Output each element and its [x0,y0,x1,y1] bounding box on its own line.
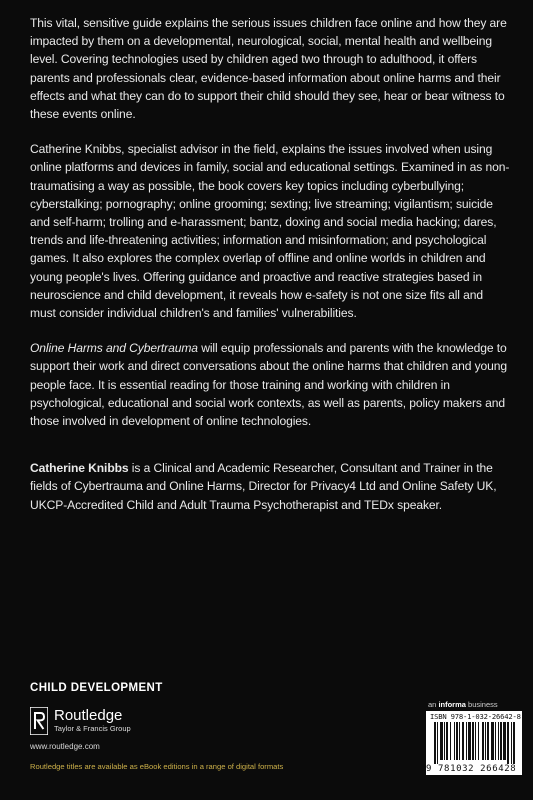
author-bio-text: is a Clinical and Academic Researcher, Consultant and Trainer in the fields of Cybertrauma and Online Harms, Director for Privacy4 Ltd and Online Safety UK, UKCP-Accredited Child and Adult Trauma Psychotherapist and TEDx speaker. [30,461,497,512]
barcode-bar [503,722,506,760]
isbn-text: ISBN 978-1-032-26642-8 [430,712,521,721]
barcode-bar [475,722,476,760]
barcode-bar [444,722,445,760]
barcode-bar [498,722,499,760]
barcode-bar [511,722,512,764]
publisher-url: www.routledge.com [30,742,100,751]
barcode-bar [495,722,496,760]
subject-category: CHILD DEVELOPMENT [30,682,163,694]
barcode-bar [434,722,436,764]
barcode-bar [459,722,460,760]
blurb-paragraph-3-text: will equip professionals and parents with the knowledge to support their work and direct conversations about the online harms that children and young people face. It is essential reading for those training and working with children in psychological, educational and social work contexts, as well as parents, policy makers and those involved in development of online technologies. [30,341,508,429]
publisher-name: Routledge [54,707,123,724]
barcode-bar [487,722,489,760]
barcode-bar [478,722,479,760]
blurb-paragraph-3 [30,339,510,430]
informa-brand: informa [438,700,466,709]
barcode-bar [468,722,471,760]
barcode-bar [450,722,451,760]
ean-digits: 9 781032 266428 [426,764,517,774]
author-name: Catherine Knibbs [30,461,129,476]
barcode-bar [466,722,467,760]
blurb-paragraph-2: Catherine Knibbs, specialist advisor in the field, explains the issues involved when using online platforms and devices in family, social and educational settings. Examined in as non-traumatising a way as possible, the book covers key topics including cyberbullying; cyberstalking; pornography; online grooming; sexting; live streaming; vigilantism; suicide and self-harm; trolling and e-harassment; bantz, doxing and social media hacking; dares, trends and life-threatening activities; information and misinformation; and psychological games. It also explores the complex overlap of offline and online worlds in children and young people's lives. Offering guidance and proactive and reactive strategies based in neuroscience and child development, it reveals how e-safety is not one size fits all and must consider individual children's and families' vulnerabilities. [30,142,510,321]
barcode-bar [446,722,448,760]
barcode-bar [472,722,474,760]
barcode-bar [513,722,515,764]
ean-barcode-icon [430,722,518,764]
barcode-bar [456,722,458,760]
barcode-bar [482,722,484,760]
barcode-bar [500,722,502,760]
back-cover-blurb [30,14,510,531]
publisher-group: Taylor & Francis Group [54,724,131,733]
barcode-bar [507,722,509,764]
barcode-bar [485,722,486,760]
barcode-bar [440,722,443,760]
author-bio [30,459,510,514]
informa-suffix: business [465,700,498,709]
informa-prefix: an [428,700,439,709]
publisher-logo [30,707,131,735]
informa-business-label [428,700,498,709]
barcode-bar [437,722,438,764]
barcode-bar [491,722,494,760]
blurb-paragraph-1: This vital, sensitive guide explains the serious issues children face online and how they are impacted by them on a developmental, neurological, social, mental health and wellbeing level. Covering technologies used by children aged two through to adulthood, it offers parents and professionals clear, evidence-based information about online harms and their effects and what they can do to support their child should they see, hear or bear witness to these events online. [30,16,507,122]
book-title: Online Harms and Cybertrauma [30,341,198,356]
barcode-panel [426,711,522,775]
barcode-bar [454,722,455,760]
barcode-bar [462,722,464,760]
ebook-note: Routledge titles are available as eBook editions in a range of digital formats [30,762,284,771]
routledge-r-logo-icon [30,707,48,735]
